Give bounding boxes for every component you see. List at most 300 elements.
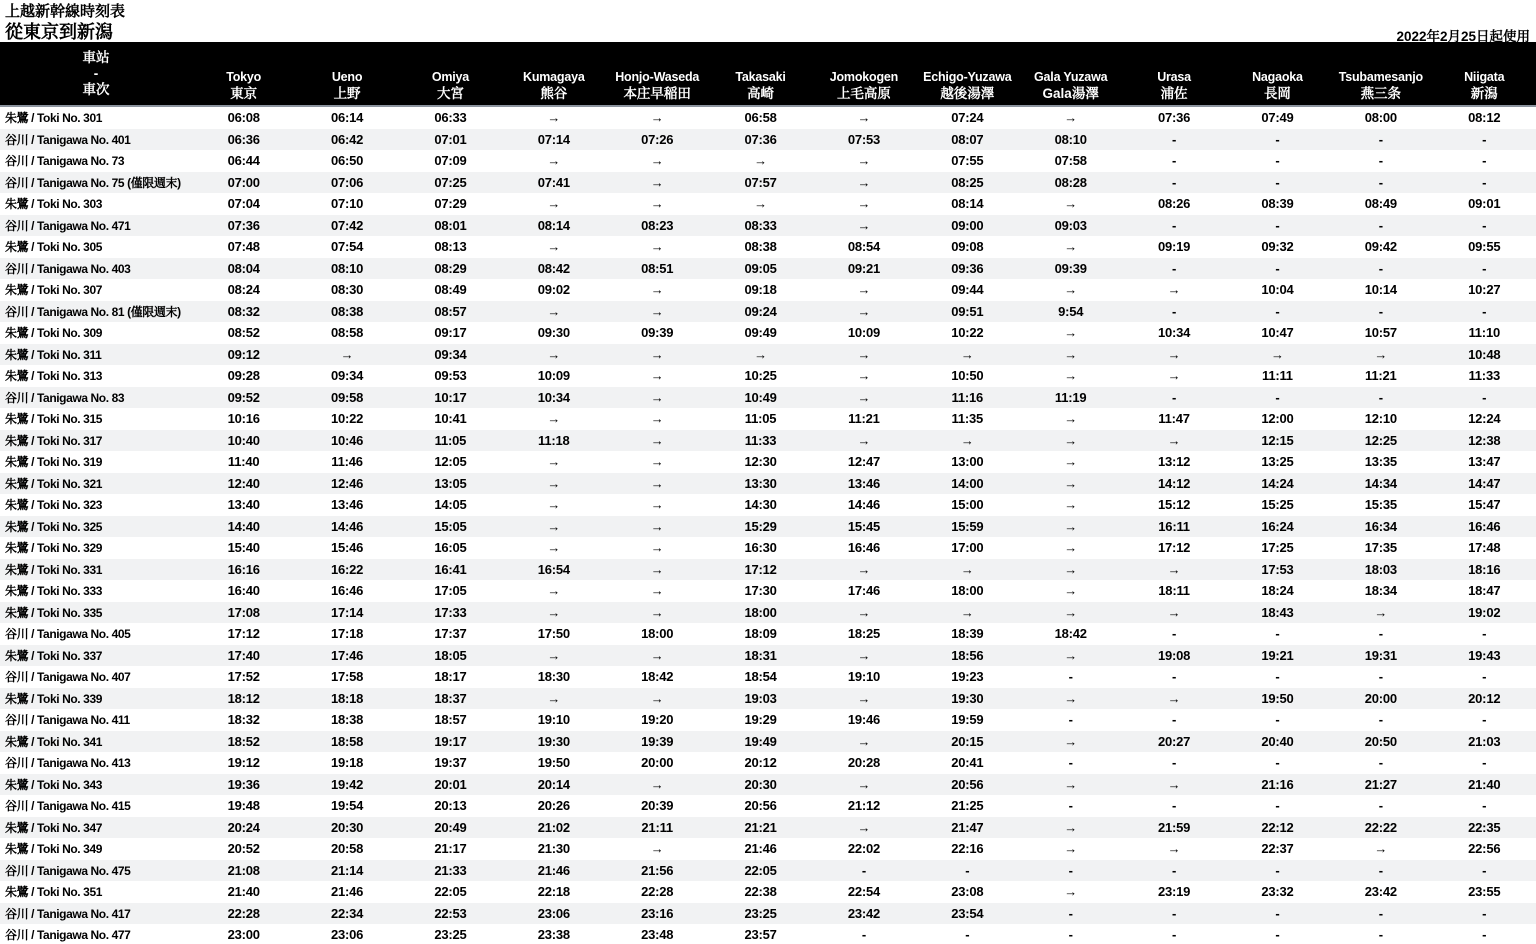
time-cell: 17:12 (227, 626, 260, 642)
title-bar (0, 0, 1536, 42)
pass-through-cell: → (1064, 819, 1078, 835)
time-cell: 22:35 (1468, 819, 1501, 835)
time-cell: 10:50 (951, 368, 984, 384)
train-name-cell: 谷川 / Tanigawa No. 405 (5, 627, 131, 642)
corner-header (0, 42, 192, 106)
time-cell: 20:50 (1364, 733, 1397, 749)
pass-through-cell: → (547, 497, 561, 513)
time-cell: 20:00 (641, 755, 674, 771)
pass-through-cell: → (547, 239, 561, 255)
time-cell: 19:39 (641, 733, 674, 749)
time-cell: 22:22 (1364, 819, 1397, 835)
train-row (0, 473, 1536, 495)
time-cell: 08:07 (951, 131, 984, 147)
pass-through-cell: → (1064, 282, 1078, 298)
pass-through-cell: → (650, 153, 664, 169)
station-header: Gala Yuzawa Gala湯澤 (1019, 42, 1122, 106)
time-cell: 13:30 (744, 475, 777, 491)
train-row (0, 344, 1536, 366)
time-cell: 18:09 (744, 626, 777, 642)
time-cell: 10:40 (227, 432, 260, 448)
time-cell: 09:49 (744, 325, 777, 341)
pass-through-cell: → (1374, 346, 1388, 362)
pass-through-cell: → (1064, 432, 1078, 448)
time-cell: 20:52 (227, 841, 260, 857)
no-service-cell: - (1068, 862, 1073, 878)
train-name-cell: 朱鷺 / Toki No. 321 (5, 476, 102, 491)
time-cell: 23:08 (951, 884, 984, 900)
pass-through-cell: → (857, 776, 871, 792)
time-cell: 19:17 (434, 733, 467, 749)
no-service-cell: - (1068, 927, 1073, 943)
time-cell: 08:28 (1054, 174, 1087, 190)
no-service-cell: - (965, 927, 970, 943)
time-cell: 08:10 (1054, 131, 1087, 147)
time-cell: 22:53 (434, 905, 467, 921)
time-cell: 23:48 (641, 927, 674, 943)
time-cell: 17:18 (330, 626, 364, 642)
no-service-cell: - (1275, 389, 1280, 405)
time-cell: 08:12 (1468, 110, 1501, 126)
time-cell: 09:58 (330, 389, 364, 405)
no-service-cell: - (1275, 669, 1280, 685)
time-cell: 20:14 (537, 776, 570, 792)
time-cell: 10:34 (1157, 325, 1191, 341)
pass-through-cell: → (547, 196, 561, 212)
time-cell: 18:00 (744, 604, 777, 620)
time-cell: 16:46 (1468, 518, 1501, 534)
time-cell: 12:05 (434, 454, 467, 470)
no-service-cell: - (1482, 389, 1487, 405)
time-cell: 18:31 (744, 647, 777, 663)
pass-through-cell: → (650, 303, 664, 319)
pass-through-cell: → (650, 497, 664, 513)
time-cell: 10:22 (330, 411, 364, 427)
no-service-cell: - (1171, 389, 1177, 405)
train-row (0, 559, 1536, 581)
time-cell: 09:12 (227, 346, 260, 362)
train-name-cell: 朱鷺 / Toki No. 307 (5, 283, 102, 298)
pass-through-cell: → (650, 561, 664, 577)
time-cell: 21:47 (951, 819, 984, 835)
pass-through-cell: → (1167, 432, 1181, 448)
time-cell: 06:44 (227, 153, 260, 169)
pass-through-cell: → (1167, 561, 1181, 577)
time-cell: 07:00 (227, 174, 260, 190)
time-cell: 06:36 (227, 131, 260, 147)
no-service-cell: - (1482, 712, 1487, 728)
time-cell: 08:25 (951, 174, 984, 190)
time-cell: 21:46 (744, 841, 777, 857)
no-service-cell: - (1068, 905, 1073, 921)
pass-through-cell: → (1167, 368, 1181, 384)
train-name-cell: 朱鷺 / Toki No. 309 (5, 326, 102, 341)
time-cell: 19:20 (641, 712, 674, 728)
time-cell: 14:12 (1157, 475, 1191, 491)
train-row (0, 215, 1536, 237)
pass-through-cell: → (650, 432, 664, 448)
train-row (0, 150, 1536, 172)
timetable (0, 42, 1536, 944)
time-cell: 09:51 (951, 303, 984, 319)
time-cell: 11:33 (744, 432, 777, 448)
pass-through-cell: → (650, 389, 664, 405)
time-cell: 08:26 (1157, 196, 1191, 212)
time-cell: 09:42 (1364, 239, 1397, 255)
time-cell: 22:56 (1468, 841, 1501, 857)
train-name-cell: 朱鷺 / Toki No. 325 (5, 519, 102, 534)
no-service-cell: - (1171, 174, 1177, 190)
pass-through-cell: → (1167, 776, 1181, 792)
time-cell: 10:22 (951, 325, 984, 341)
time-cell: 11:40 (227, 454, 260, 470)
time-cell: 23:32 (1261, 884, 1294, 900)
time-cell: 18:43 (1261, 604, 1294, 620)
time-cell: 15:00 (951, 497, 984, 513)
time-cell: 20:27 (1157, 733, 1191, 749)
no-service-cell: - (965, 862, 970, 878)
pass-through-cell: → (1064, 239, 1078, 255)
time-cell: 16:22 (330, 561, 364, 577)
time-cell: 07:36 (1157, 110, 1191, 126)
time-cell: 19:50 (1261, 690, 1294, 706)
station-header: Kumagaya 熊谷 (502, 42, 605, 106)
train-name-cell: 谷川 / Tanigawa No. 417 (5, 906, 131, 921)
no-service-cell: - (1378, 260, 1383, 276)
train-row (0, 881, 1536, 903)
time-cell: 14:47 (1468, 475, 1501, 491)
time-cell: 16:46 (330, 583, 364, 599)
time-cell: 08:32 (227, 303, 260, 319)
no-service-cell: - (1275, 153, 1280, 169)
pass-through-cell: → (1167, 282, 1181, 298)
pass-through-cell: → (1064, 776, 1078, 792)
time-cell: 10:04 (1261, 282, 1294, 298)
train-name-cell: 谷川 / Tanigawa No. 83 (5, 390, 125, 405)
time-cell: 08:33 (744, 217, 777, 233)
train-name-cell: 朱鷺 / Toki No. 311 (5, 347, 102, 362)
train-row (0, 106, 1536, 129)
time-cell: 09:19 (1157, 239, 1191, 255)
time-cell: 19:30 (951, 690, 984, 706)
time-cell: 23:38 (537, 927, 570, 943)
train-row (0, 322, 1536, 344)
time-cell: 17:30 (744, 583, 777, 599)
pass-through-cell: → (650, 239, 664, 255)
no-service-cell: - (1171, 217, 1177, 233)
no-service-cell: - (1275, 303, 1280, 319)
train-name-cell: 谷川 / Tanigawa No. 403 (5, 261, 131, 276)
time-cell: 08:49 (434, 282, 467, 298)
time-cell: 21:46 (537, 862, 570, 878)
time-cell: 19:37 (434, 755, 467, 771)
time-cell: 20:12 (1468, 690, 1501, 706)
time-cell: 22:54 (847, 884, 881, 900)
time-cell: 14:30 (744, 497, 777, 513)
time-cell: 18:39 (951, 626, 984, 642)
time-cell: 18:24 (1261, 583, 1294, 599)
time-cell: 08:30 (330, 282, 364, 298)
pass-through-cell: → (960, 604, 974, 620)
time-cell: 18:57 (434, 712, 467, 728)
time-cell: 11:18 (538, 432, 570, 448)
train-row (0, 451, 1536, 473)
time-cell: 11:21 (848, 411, 880, 427)
time-cell: 9:54 (1058, 303, 1084, 319)
pass-through-cell: → (650, 282, 664, 298)
time-cell: 10:09 (847, 325, 881, 341)
no-service-cell: - (861, 927, 866, 943)
pass-through-cell: → (547, 690, 561, 706)
pass-through-cell: → (547, 153, 561, 169)
time-cell: 12:47 (847, 454, 881, 470)
train-name-cell: 朱鷺 / Toki No. 331 (5, 562, 102, 577)
time-cell: 22:05 (744, 862, 777, 878)
time-cell: 09:24 (744, 303, 777, 319)
time-cell: 19:21 (1261, 647, 1294, 663)
time-cell: 20:30 (744, 776, 777, 792)
no-service-cell: - (1378, 669, 1383, 685)
time-cell: 07:41 (537, 174, 570, 190)
time-cell: 07:26 (641, 131, 674, 147)
time-cell: 22:37 (1261, 841, 1294, 857)
time-cell: 23:16 (641, 905, 674, 921)
time-cell: 13:35 (1364, 454, 1397, 470)
pass-through-cell: → (857, 389, 871, 405)
pass-through-cell: → (1064, 346, 1078, 362)
time-cell: 13:12 (1157, 454, 1191, 470)
pass-through-cell: → (650, 110, 664, 126)
no-service-cell: - (1171, 927, 1177, 943)
effective-date-label: 2022年2月25日起使用 (1396, 29, 1530, 44)
timetable-body (0, 106, 1536, 944)
station-header: Tsubamesanjo 燕三条 (1329, 42, 1432, 106)
pass-through-cell: → (547, 475, 561, 491)
no-service-cell: - (1275, 927, 1280, 943)
time-cell: 07:54 (330, 239, 364, 255)
time-cell: 08:54 (847, 239, 881, 255)
time-cell: 14:46 (847, 497, 881, 513)
time-cell: 18:00 (641, 626, 674, 642)
time-cell: 06:14 (330, 110, 364, 126)
time-cell: 22:12 (1261, 819, 1294, 835)
time-cell: 09:01 (1468, 196, 1501, 212)
time-cell: 09:34 (434, 346, 467, 362)
no-service-cell: - (1378, 131, 1383, 147)
time-cell: 17:50 (537, 626, 570, 642)
pass-through-cell: → (857, 346, 871, 362)
time-cell: 08:04 (227, 260, 260, 276)
time-cell: 19:59 (951, 712, 984, 728)
time-cell: 17:37 (434, 626, 467, 642)
no-service-cell: - (1171, 131, 1177, 147)
train-name-cell: 朱鷺 / Toki No. 329 (5, 541, 102, 556)
time-cell: 14:05 (434, 497, 467, 513)
no-service-cell: - (1171, 626, 1177, 642)
pass-through-cell: → (857, 819, 871, 835)
time-cell: 08:49 (1364, 196, 1397, 212)
time-cell: 11:05 (434, 432, 467, 448)
time-cell: 16:54 (537, 561, 570, 577)
time-cell: 08:29 (434, 260, 467, 276)
time-cell: 21:56 (641, 862, 674, 878)
pass-through-cell: → (650, 841, 664, 857)
time-cell: 20:15 (951, 733, 984, 749)
time-cell: 10:16 (227, 411, 260, 427)
time-cell: 17:46 (847, 583, 881, 599)
time-cell: 19:42 (330, 776, 364, 792)
time-cell: 20:13 (434, 798, 467, 814)
time-cell: 23:19 (1157, 884, 1191, 900)
no-service-cell: - (1171, 669, 1177, 685)
time-cell: 21:33 (434, 862, 467, 878)
time-cell: 21:46 (330, 884, 364, 900)
station-header: Honjo-Waseda 本庄早稲田 (606, 42, 709, 106)
time-cell: 22:05 (434, 884, 467, 900)
time-cell: 17:14 (330, 604, 364, 620)
pass-through-cell: → (650, 540, 664, 556)
pass-through-cell: → (650, 604, 664, 620)
train-name-cell: 朱鷺 / Toki No. 341 (5, 734, 102, 749)
time-cell: 17:33 (434, 604, 467, 620)
time-cell: 17:58 (330, 669, 364, 685)
time-cell: 08:42 (537, 260, 570, 276)
time-cell: 07:57 (744, 174, 777, 190)
pass-through-cell: → (1064, 454, 1078, 470)
time-cell: 17:00 (951, 540, 984, 556)
time-cell: 15:29 (744, 518, 777, 534)
time-cell: 17:12 (744, 561, 777, 577)
time-cell: 16:30 (744, 540, 777, 556)
time-cell: 20:58 (330, 841, 364, 857)
pass-through-cell: → (960, 561, 974, 577)
time-cell: 11:21 (1365, 368, 1397, 384)
time-cell: 17:35 (1364, 540, 1397, 556)
pass-through-cell: → (1167, 841, 1181, 857)
station-header: Tokyo 東京 (192, 42, 295, 106)
train-name-cell: 朱鷺 / Toki No. 313 (5, 369, 102, 384)
time-cell: 12:00 (1261, 411, 1294, 427)
no-service-cell: - (1482, 260, 1487, 276)
time-cell: 20:28 (847, 755, 881, 771)
train-name-cell: 朱鷺 / Toki No. 339 (5, 691, 102, 706)
time-cell: 18:56 (951, 647, 984, 663)
time-cell: 08:01 (434, 217, 467, 233)
time-cell: 20:01 (434, 776, 467, 792)
time-cell: 10:34 (537, 389, 570, 405)
time-cell: 15:40 (227, 540, 260, 556)
no-service-cell: - (1275, 755, 1280, 771)
time-cell: 18:32 (227, 712, 260, 728)
time-cell: 19:29 (744, 712, 777, 728)
pass-through-cell: → (547, 110, 561, 126)
page-subtitle: 從東京到新潟 (5, 22, 113, 42)
time-cell: 10:41 (434, 411, 467, 427)
time-cell: 17:12 (1157, 540, 1191, 556)
train-row (0, 838, 1536, 860)
train-row (0, 688, 1536, 710)
pass-through-cell: → (857, 368, 871, 384)
no-service-cell: - (1171, 862, 1177, 878)
time-cell: 19:48 (227, 798, 260, 814)
no-service-cell: - (1482, 862, 1487, 878)
time-cell: 16:40 (227, 583, 260, 599)
time-cell: 10:46 (330, 432, 364, 448)
time-cell: 09:39 (1054, 260, 1087, 276)
time-cell: 21:59 (1157, 819, 1191, 835)
time-cell: 06:58 (744, 110, 777, 126)
time-cell: 15:47 (1468, 497, 1501, 513)
train-name-cell: 朱鷺 / Toki No. 305 (5, 240, 102, 255)
time-cell: 15:45 (847, 518, 881, 534)
pass-through-cell: → (857, 604, 871, 620)
pass-through-cell: → (857, 647, 871, 663)
time-cell: 18:42 (641, 669, 674, 685)
time-cell: 12:30 (744, 454, 777, 470)
time-cell: 09:39 (641, 325, 674, 341)
time-cell: 09:05 (744, 260, 777, 276)
time-cell: 19:49 (744, 733, 777, 749)
no-service-cell: - (1482, 905, 1487, 921)
pass-through-cell: → (857, 432, 871, 448)
train-name-cell: 谷川 / Tanigawa No. 475 (5, 863, 131, 878)
time-cell: 23:25 (434, 927, 467, 943)
time-cell: 07:58 (1054, 153, 1087, 169)
time-cell: 17:48 (1468, 540, 1501, 556)
time-cell: 14:00 (951, 475, 984, 491)
train-row (0, 516, 1536, 538)
pass-through-cell: → (1064, 411, 1078, 427)
no-service-cell: - (1275, 712, 1280, 728)
time-cell: 20:39 (641, 798, 674, 814)
time-cell: 16:34 (1364, 518, 1397, 534)
time-cell: 22:18 (537, 884, 570, 900)
time-cell: 19:03 (744, 690, 777, 706)
train-name-cell: 朱鷺 / Toki No. 349 (5, 842, 102, 857)
train-row (0, 645, 1536, 667)
time-cell: 08:13 (434, 239, 467, 255)
time-cell: 19:54 (330, 798, 364, 814)
time-cell: 20:30 (330, 819, 364, 835)
train-name-cell: 谷川 / Tanigawa No. 477 (5, 928, 131, 943)
pass-through-cell: → (857, 282, 871, 298)
pass-through-cell: → (340, 346, 354, 362)
train-row (0, 301, 1536, 323)
pass-through-cell: → (650, 583, 664, 599)
time-cell: 09:44 (951, 282, 984, 298)
time-cell: 09:53 (434, 368, 467, 384)
time-cell: 18:03 (1364, 561, 1397, 577)
no-service-cell: - (1171, 798, 1177, 814)
time-cell: 19:46 (847, 712, 881, 728)
train-name-cell: 谷川 / Tanigawa No. 75 (僅限週末) (5, 175, 181, 190)
time-cell: 08:39 (1261, 196, 1294, 212)
no-service-cell: - (1275, 217, 1280, 233)
pass-through-cell: → (547, 647, 561, 663)
time-cell: 19:08 (1157, 647, 1191, 663)
train-row (0, 752, 1536, 774)
train-row (0, 494, 1536, 516)
train-row (0, 258, 1536, 280)
time-cell: 18:37 (434, 690, 467, 706)
time-cell: 18:54 (744, 669, 777, 685)
no-service-cell: - (1482, 153, 1487, 169)
station-header: Nagaoka 長岡 (1226, 42, 1329, 106)
time-cell: 21:40 (227, 884, 260, 900)
time-cell: 23:57 (744, 927, 777, 943)
time-cell: 07:01 (434, 131, 467, 147)
train-name-cell: 朱鷺 / Toki No. 319 (5, 455, 102, 470)
